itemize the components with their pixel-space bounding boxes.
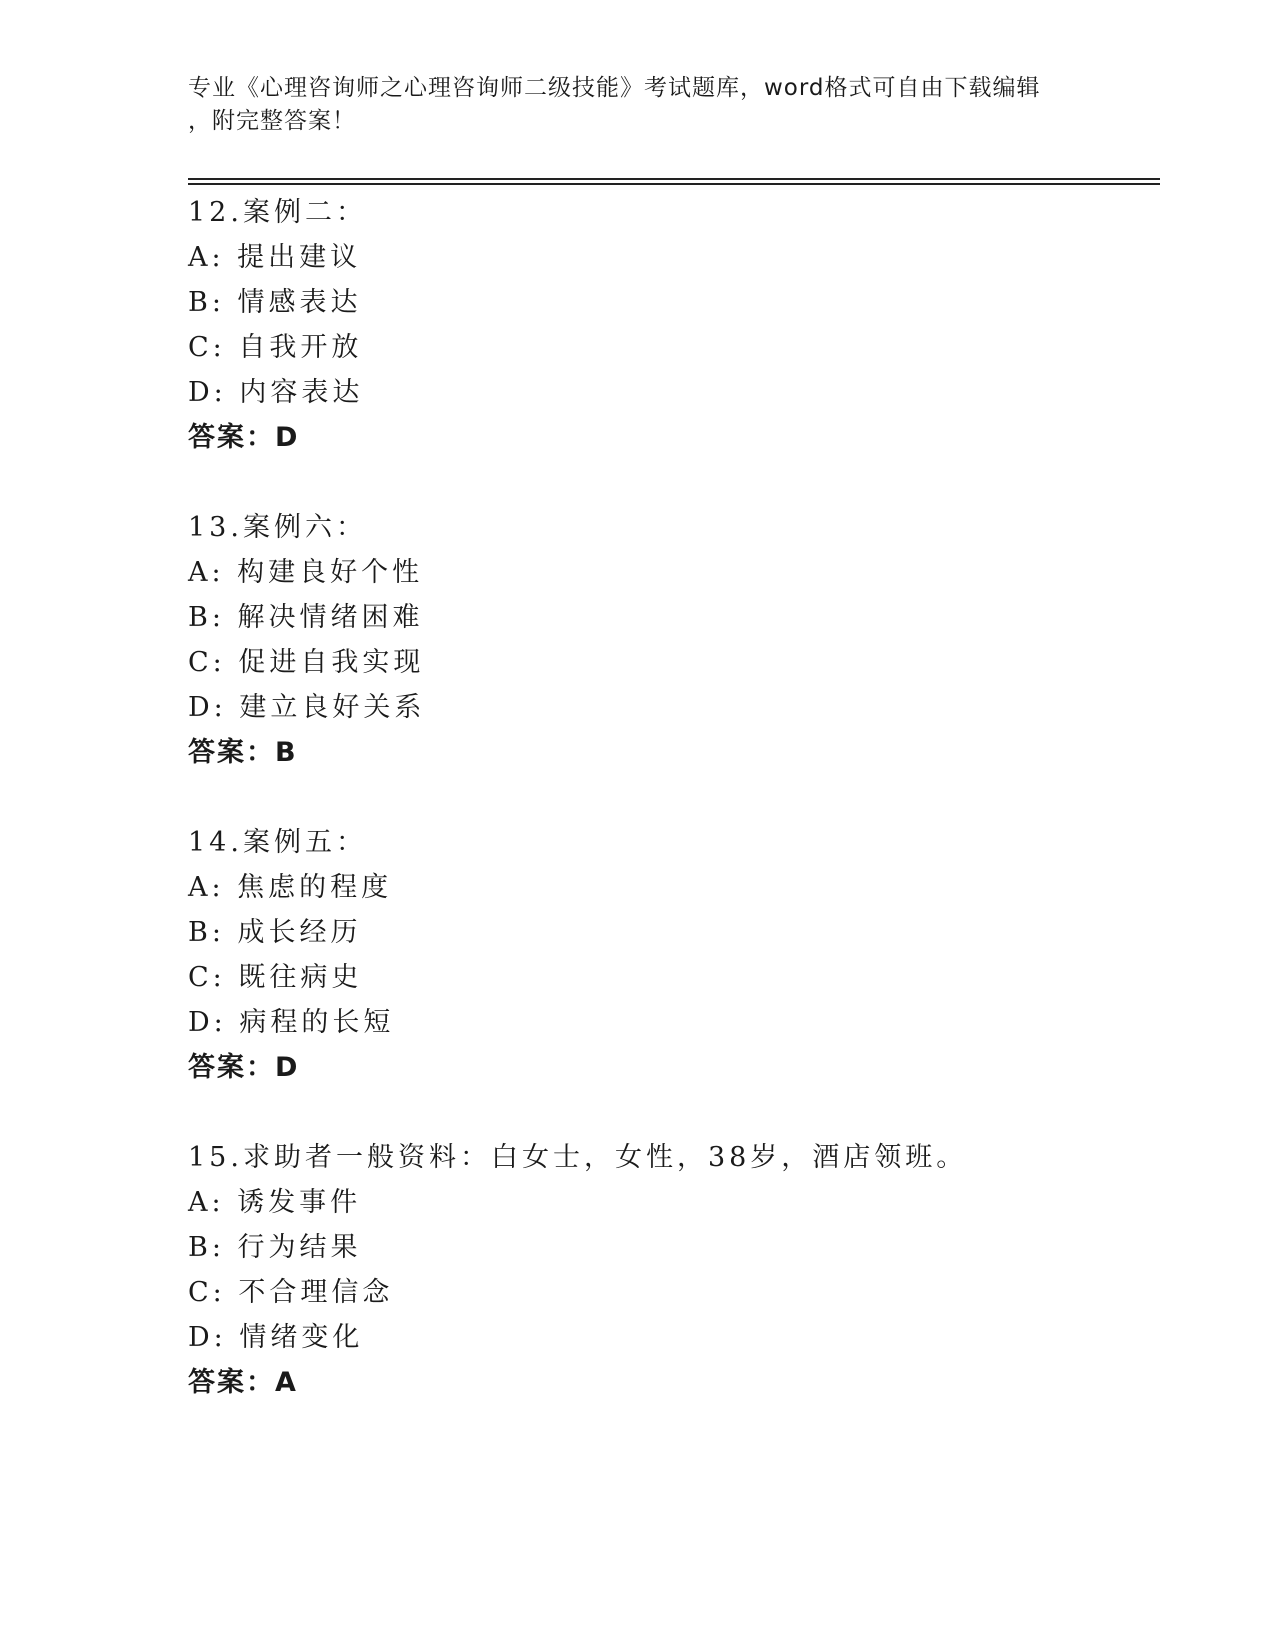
header-divider-top (188, 178, 1160, 180)
header-divider-bottom (188, 183, 1160, 185)
option-d: D: 病程的长短 (188, 1007, 395, 1038)
option-d: D: 建立良好关系 (188, 692, 426, 723)
document-header (188, 72, 1088, 138)
answer: 答案：D (188, 1052, 300, 1083)
option-a: A: 焦虑的程度 (188, 872, 393, 903)
option-c: C: 既往病史 (188, 962, 363, 993)
option-a: A: 提出建议 (188, 242, 362, 273)
option-d: D: 情绪变化 (188, 1322, 364, 1353)
option-a: A: 构建良好个性 (188, 557, 424, 588)
question-stem: 13.案例六： (188, 512, 367, 543)
option-b: B: 情感表达 (188, 287, 362, 318)
option-c: C: 促进自我实现 (188, 647, 425, 678)
question-stem: 12.案例二： (188, 197, 367, 228)
question-stem: 15.求助者一般资料：白女士，女性，38岁，酒店领班。 (188, 1142, 968, 1173)
option-a: A: 诱发事件 (188, 1187, 362, 1218)
option-c: C: 自我开放 (188, 332, 363, 363)
answer: 答案：A (188, 1367, 298, 1398)
option-d: D: 内容表达 (188, 377, 364, 408)
option-b: B: 行为结果 (188, 1232, 362, 1263)
answer: 答案：D (188, 422, 300, 453)
option-b: B: 解决情绪困难 (188, 602, 424, 633)
answer: 答案：B (188, 737, 298, 768)
header-line-1: 专业《心理咨询师之心理咨询师二级技能》考试题库，word格式可自由下载编辑 (188, 75, 1041, 101)
header-line-2: ，附完整答案！ (188, 108, 356, 134)
option-b: B: 成长经历 (188, 917, 362, 948)
question-stem: 14.案例五： (188, 827, 367, 858)
option-c: C: 不合理信念 (188, 1277, 394, 1308)
